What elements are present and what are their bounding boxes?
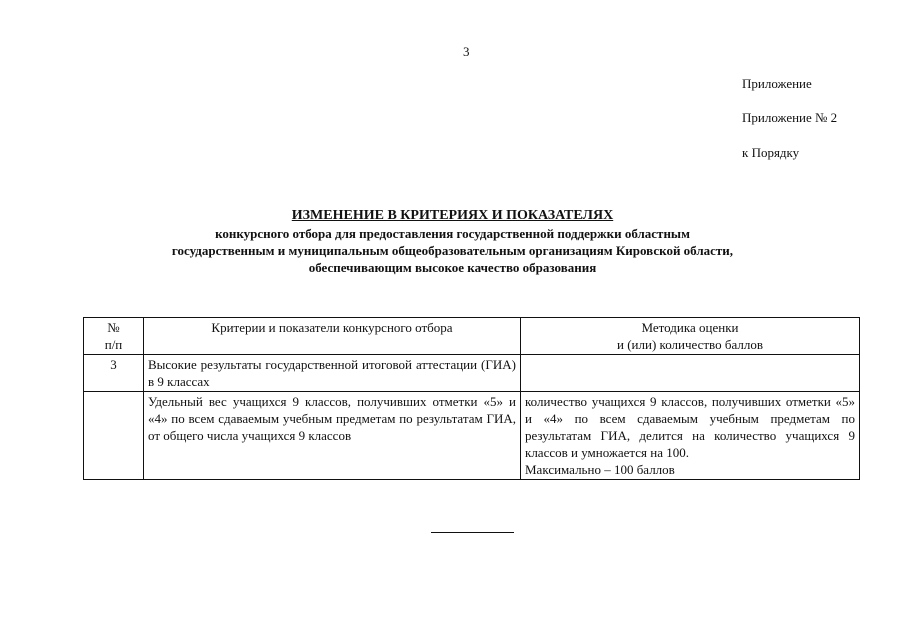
title-main: ИЗМЕНЕНИЕ В КРИТЕРИЯХ И ПОКАЗАТЕЛЯХ (291, 208, 614, 223)
page-number: 3 (463, 44, 470, 59)
row-number (84, 392, 144, 480)
row-number: 3 (84, 355, 144, 392)
header-number-symbol: № (107, 320, 120, 335)
header-number-abbrev: п/п (104, 337, 123, 352)
method-cell (521, 392, 860, 480)
title-subtitle-line-1: конкурсного отбора для предоставления государственной поддержки областным (215, 226, 690, 241)
appendix-number: Приложение № 2 (742, 110, 838, 125)
title-subtitle-line-3: обеспечивающим высокое качество образования (308, 260, 597, 275)
method-cell (521, 355, 860, 392)
header-criteria: Критерии и показатели конкурсного отбора (144, 318, 521, 355)
method-text: количество учащихся 9 классов, получивших отметки «5» и «4» по всем сдаваемым учебным предметам по результатам ГИА, делится на количество учащихся 9 классов и умножается на 100. (525, 394, 855, 460)
table-header-row (84, 318, 860, 355)
criteria-cell: Высокие результаты государственной итоговой аттестации (ГИА) в 9 классах (144, 355, 521, 392)
table-row (84, 392, 860, 480)
table-row (84, 355, 860, 392)
separator-line (431, 532, 514, 533)
max-score: Максимально – 100 баллов (525, 462, 675, 477)
title-subtitle-line-2: государственным и муниципальным общеобразовательным организациям Кировской области, (171, 243, 734, 258)
appendix-reference: к Порядку (742, 145, 800, 160)
appendix-label: Приложение (742, 76, 812, 91)
header-method-line-1: Методика оценки (641, 320, 739, 335)
header-number (84, 318, 144, 355)
header-method-line-2: и (или) количество баллов (617, 337, 763, 352)
header-method (521, 318, 860, 355)
document-title (0, 207, 905, 276)
criteria-cell: Удельный вес учащихся 9 классов, получивших отметки «5» и «4» по всем сдаваемым учебным предметам по результатам ГИА, от общего числа учащихся 9 классов (144, 392, 521, 480)
criteria-table (83, 317, 860, 480)
